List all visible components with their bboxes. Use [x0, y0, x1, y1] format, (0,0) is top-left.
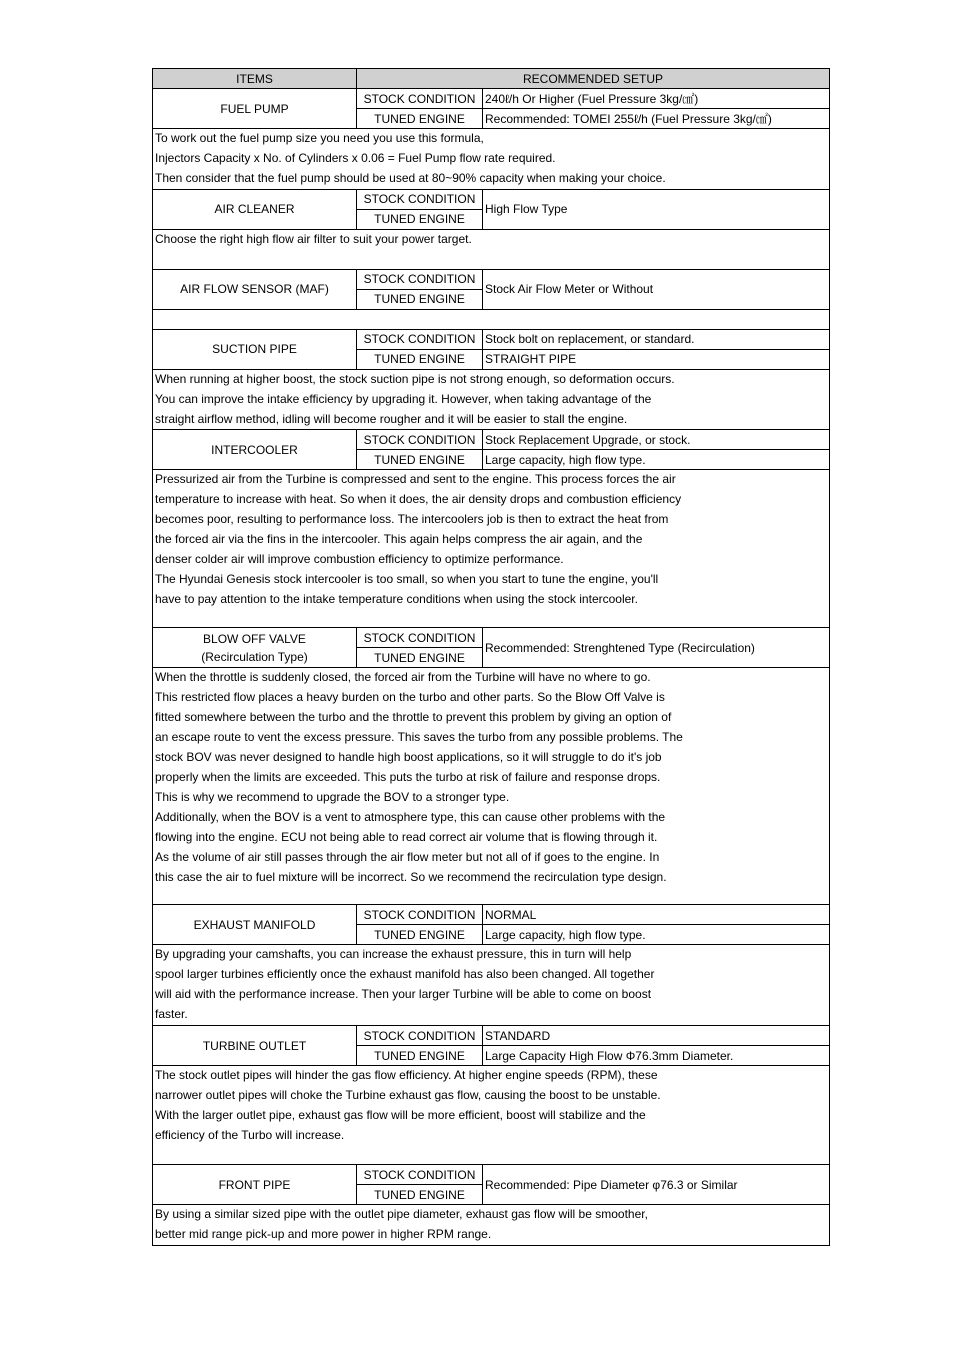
front-pipe-value: Recommended: Pipe Diameter φ76.3 or Similar — [483, 1165, 830, 1205]
note-line: Then consider that the fuel pump should be used at 80~90% capacity when making your choice. — [155, 170, 666, 185]
spacer-row — [153, 309, 830, 329]
tuned-engine-label: TUNED ENGINE — [357, 1046, 483, 1066]
note-line: will aid with the performance increase. Then your larger Turbine will be able to come on boost — [155, 987, 652, 1002]
note-line: The Hyundai Genesis stock intercooler is too small, so when you start to tune the engine, you'll — [155, 571, 659, 586]
stock-condition-label: STOCK CONDITION — [357, 1165, 483, 1185]
fuel-pump-tuned-value: Recommended: TOMEI 255ℓ/h (Fuel Pressure 3kg/㎠) — [483, 109, 830, 129]
note-row — [153, 1066, 830, 1165]
item-intercooler: INTERCOOLER — [153, 430, 357, 470]
table-row — [153, 628, 830, 648]
note-line: spool larger turbines efficiently once the exhaust manifold has also been changed. All together — [155, 967, 655, 982]
stock-condition-label: STOCK CONDITION — [357, 430, 483, 450]
note-line: By upgrading your camshafts, you can increase the exhaust pressure, this in turn will help — [155, 947, 632, 962]
blow-off-valve-note — [153, 668, 830, 905]
air-cleaner-note — [153, 229, 830, 269]
note-line: the forced air via the fins in the intercooler. This again helps compress the air again, and the — [155, 532, 643, 547]
note-line: denser colder air will improve combustion efficiency to optimize performance. — [155, 552, 564, 567]
table-row — [153, 1165, 830, 1185]
tuned-engine-label: TUNED ENGINE — [357, 109, 483, 129]
note-line: better mid range pick-up and more power in higher RPM range. — [155, 1226, 492, 1241]
air-flow-sensor-value: Stock Air Flow Meter or Without — [483, 269, 830, 309]
empty-cell — [153, 309, 830, 329]
table-row — [153, 189, 830, 209]
item-suction-pipe: SUCTION PIPE — [153, 329, 357, 369]
item-blow-off-valve-title: BLOW OFF VALVE — [203, 631, 306, 646]
note-line: stock BOV was never designed to handle high boost applications, so it will struggle to do it's job — [155, 750, 662, 765]
item-blow-off-valve-subtitle: (Recirculation Type) — [201, 649, 308, 664]
note-line: The stock outlet pipes will hinder the gas flow efficiency. At higher engine speeds (RPM), these — [155, 1068, 658, 1083]
intercooler-note — [153, 470, 830, 628]
note-line: Additionally, when the BOV is a vent to atmosphere type, this can cause other problems with the — [155, 809, 666, 824]
tuned-engine-label: TUNED ENGINE — [357, 289, 483, 309]
tuned-engine-label: TUNED ENGINE — [357, 209, 483, 229]
note-line: You can improve the intake efficiency by upgrading it. However, when taking advantage of the — [155, 391, 652, 406]
suction-pipe-note — [153, 369, 830, 430]
stock-condition-label: STOCK CONDITION — [357, 1026, 483, 1046]
note-line: When the throttle is suddenly closed, the forced air from the Turbine will have no where to go. — [155, 670, 651, 685]
note-row — [153, 668, 830, 905]
intercooler-tuned-value: Large capacity, high flow type. — [483, 450, 830, 470]
note-line: When running at higher boost, the stock suction pipe is not strong enough, so deformation occurs. — [155, 371, 675, 386]
note-line: properly when the limits are exceeded. This puts the turbo at risk of failure and response drops. — [155, 769, 661, 784]
note-line: an escape route to vent the excess pressure. This saves the turbo from any possible problems. The — [155, 730, 683, 745]
tuned-engine-label: TUNED ENGINE — [357, 450, 483, 470]
table-row — [153, 430, 830, 450]
stock-condition-label: STOCK CONDITION — [357, 905, 483, 925]
note-line: Pressurized air from the Turbine is compressed and sent to the engine. This process forces the air — [155, 472, 676, 487]
note-row — [153, 945, 830, 1026]
exhaust-manifold-stock-value: NORMAL — [483, 905, 830, 925]
item-exhaust-manifold: EXHAUST MANIFOLD — [153, 905, 357, 945]
intercooler-stock-value: Stock Replacement Upgrade, or stock. — [483, 430, 830, 450]
table-row — [153, 905, 830, 925]
item-blow-off-valve — [153, 628, 357, 668]
note-row — [153, 229, 830, 269]
note-row — [153, 1205, 830, 1246]
item-turbine-outlet: TURBINE OUTLET — [153, 1026, 357, 1066]
fuel-pump-note — [153, 129, 830, 190]
stock-condition-label: STOCK CONDITION — [357, 189, 483, 209]
turbine-outlet-note — [153, 1066, 830, 1165]
header-items: ITEMS — [153, 69, 357, 89]
tuned-engine-label: TUNED ENGINE — [357, 925, 483, 945]
table-row — [153, 1026, 830, 1046]
table-row — [153, 329, 830, 349]
stock-condition-label: STOCK CONDITION — [357, 269, 483, 289]
exhaust-manifold-tuned-value: Large capacity, high flow type. — [483, 925, 830, 945]
note-line: efficiency of the Turbo will increase. — [155, 1127, 345, 1142]
note-line: Choose the right high flow air filter to suit your power target. — [155, 231, 472, 246]
header-recommended-setup: RECOMMENDED SETUP — [357, 69, 830, 89]
turbine-outlet-stock-value: STANDARD — [483, 1026, 830, 1046]
tuned-engine-label: TUNED ENGINE — [357, 349, 483, 369]
stock-condition-label: STOCK CONDITION — [357, 628, 483, 648]
recommended-setup-table — [152, 68, 830, 1246]
front-pipe-note — [153, 1205, 830, 1246]
note-line: this case the air to fuel mixture will be incorrect. So we recommend the recirculation type design. — [155, 869, 667, 884]
item-air-flow-sensor: AIR FLOW SENSOR (MAF) — [153, 269, 357, 309]
note-row — [153, 470, 830, 628]
table-header — [153, 69, 830, 89]
exhaust-manifold-note — [153, 945, 830, 1026]
note-line: faster. — [155, 1007, 188, 1022]
note-line: By using a similar sized pipe with the outlet pipe diameter, exhaust gas flow will be smoother, — [155, 1207, 648, 1222]
fuel-pump-stock-value: 240ℓ/h Or Higher (Fuel Pressure 3kg/㎠) — [483, 89, 830, 109]
tuned-engine-label: TUNED ENGINE — [357, 1185, 483, 1205]
note-line: straight airflow method, idling will become rougher and it will be easier to stall the engine. — [155, 411, 628, 426]
turbine-outlet-tuned-value: Large Capacity High Flow Φ76.3mm Diameter. — [483, 1046, 830, 1066]
stock-condition-label: STOCK CONDITION — [357, 89, 483, 109]
note-line: narrower outlet pipes will choke the Turbine exhaust gas flow, causing the boost to be unstable. — [155, 1087, 661, 1102]
note-line: To work out the fuel pump size you need you use this formula, — [155, 131, 484, 145]
note-line: This is why we recommend to upgrade the BOV to a stronger type. — [155, 789, 510, 804]
item-fuel-pump: FUEL PUMP — [153, 89, 357, 129]
table-row — [153, 89, 830, 109]
note-line: As the volume of air still passes through the air flow meter but not all of if goes to the engine. In — [155, 849, 660, 864]
table-row — [153, 269, 830, 289]
note-line: Injectors Capacity x No. of Cylinders x 0.06 = Fuel Pump flow rate required. — [155, 150, 556, 165]
note-line: temperature to increase with heat. So when it does, the air density drops and combustion efficiency — [155, 492, 682, 507]
air-cleaner-value: High Flow Type — [483, 189, 830, 229]
note-line: With the larger outlet pipe, exhaust gas flow will be more efficient, boost will stabilize and the — [155, 1107, 646, 1122]
item-air-cleaner: AIR CLEANER — [153, 189, 357, 229]
spec-sheet — [152, 68, 829, 1246]
note-row — [153, 129, 830, 190]
note-line: becomes poor, resulting to performance loss. The intercoolers job is then to extract the heat from — [155, 512, 669, 527]
blow-off-valve-value: Recommended: Strenghtened Type (Recirculation) — [483, 628, 830, 668]
item-front-pipe: FRONT PIPE — [153, 1165, 357, 1205]
suction-pipe-stock-value: Stock bolt on replacement, or standard. — [483, 329, 830, 349]
note-row — [153, 369, 830, 430]
note-line: fitted somewhere between the turbo and the throttle to prevent this problem by giving an option of — [155, 710, 672, 725]
stock-condition-label: STOCK CONDITION — [357, 329, 483, 349]
note-line: This restricted flow places a heavy burden on the turbo and other parts. So the Blow Off Valve is — [155, 690, 665, 705]
suction-pipe-tuned-value: STRAIGHT PIPE — [483, 349, 830, 369]
tuned-engine-label: TUNED ENGINE — [357, 648, 483, 668]
note-line: have to pay attention to the intake temperature conditions when using the stock intercooler. — [155, 591, 638, 606]
note-line: flowing into the engine. ECU not being able to read correct air volume that is flowing through it. — [155, 829, 658, 844]
